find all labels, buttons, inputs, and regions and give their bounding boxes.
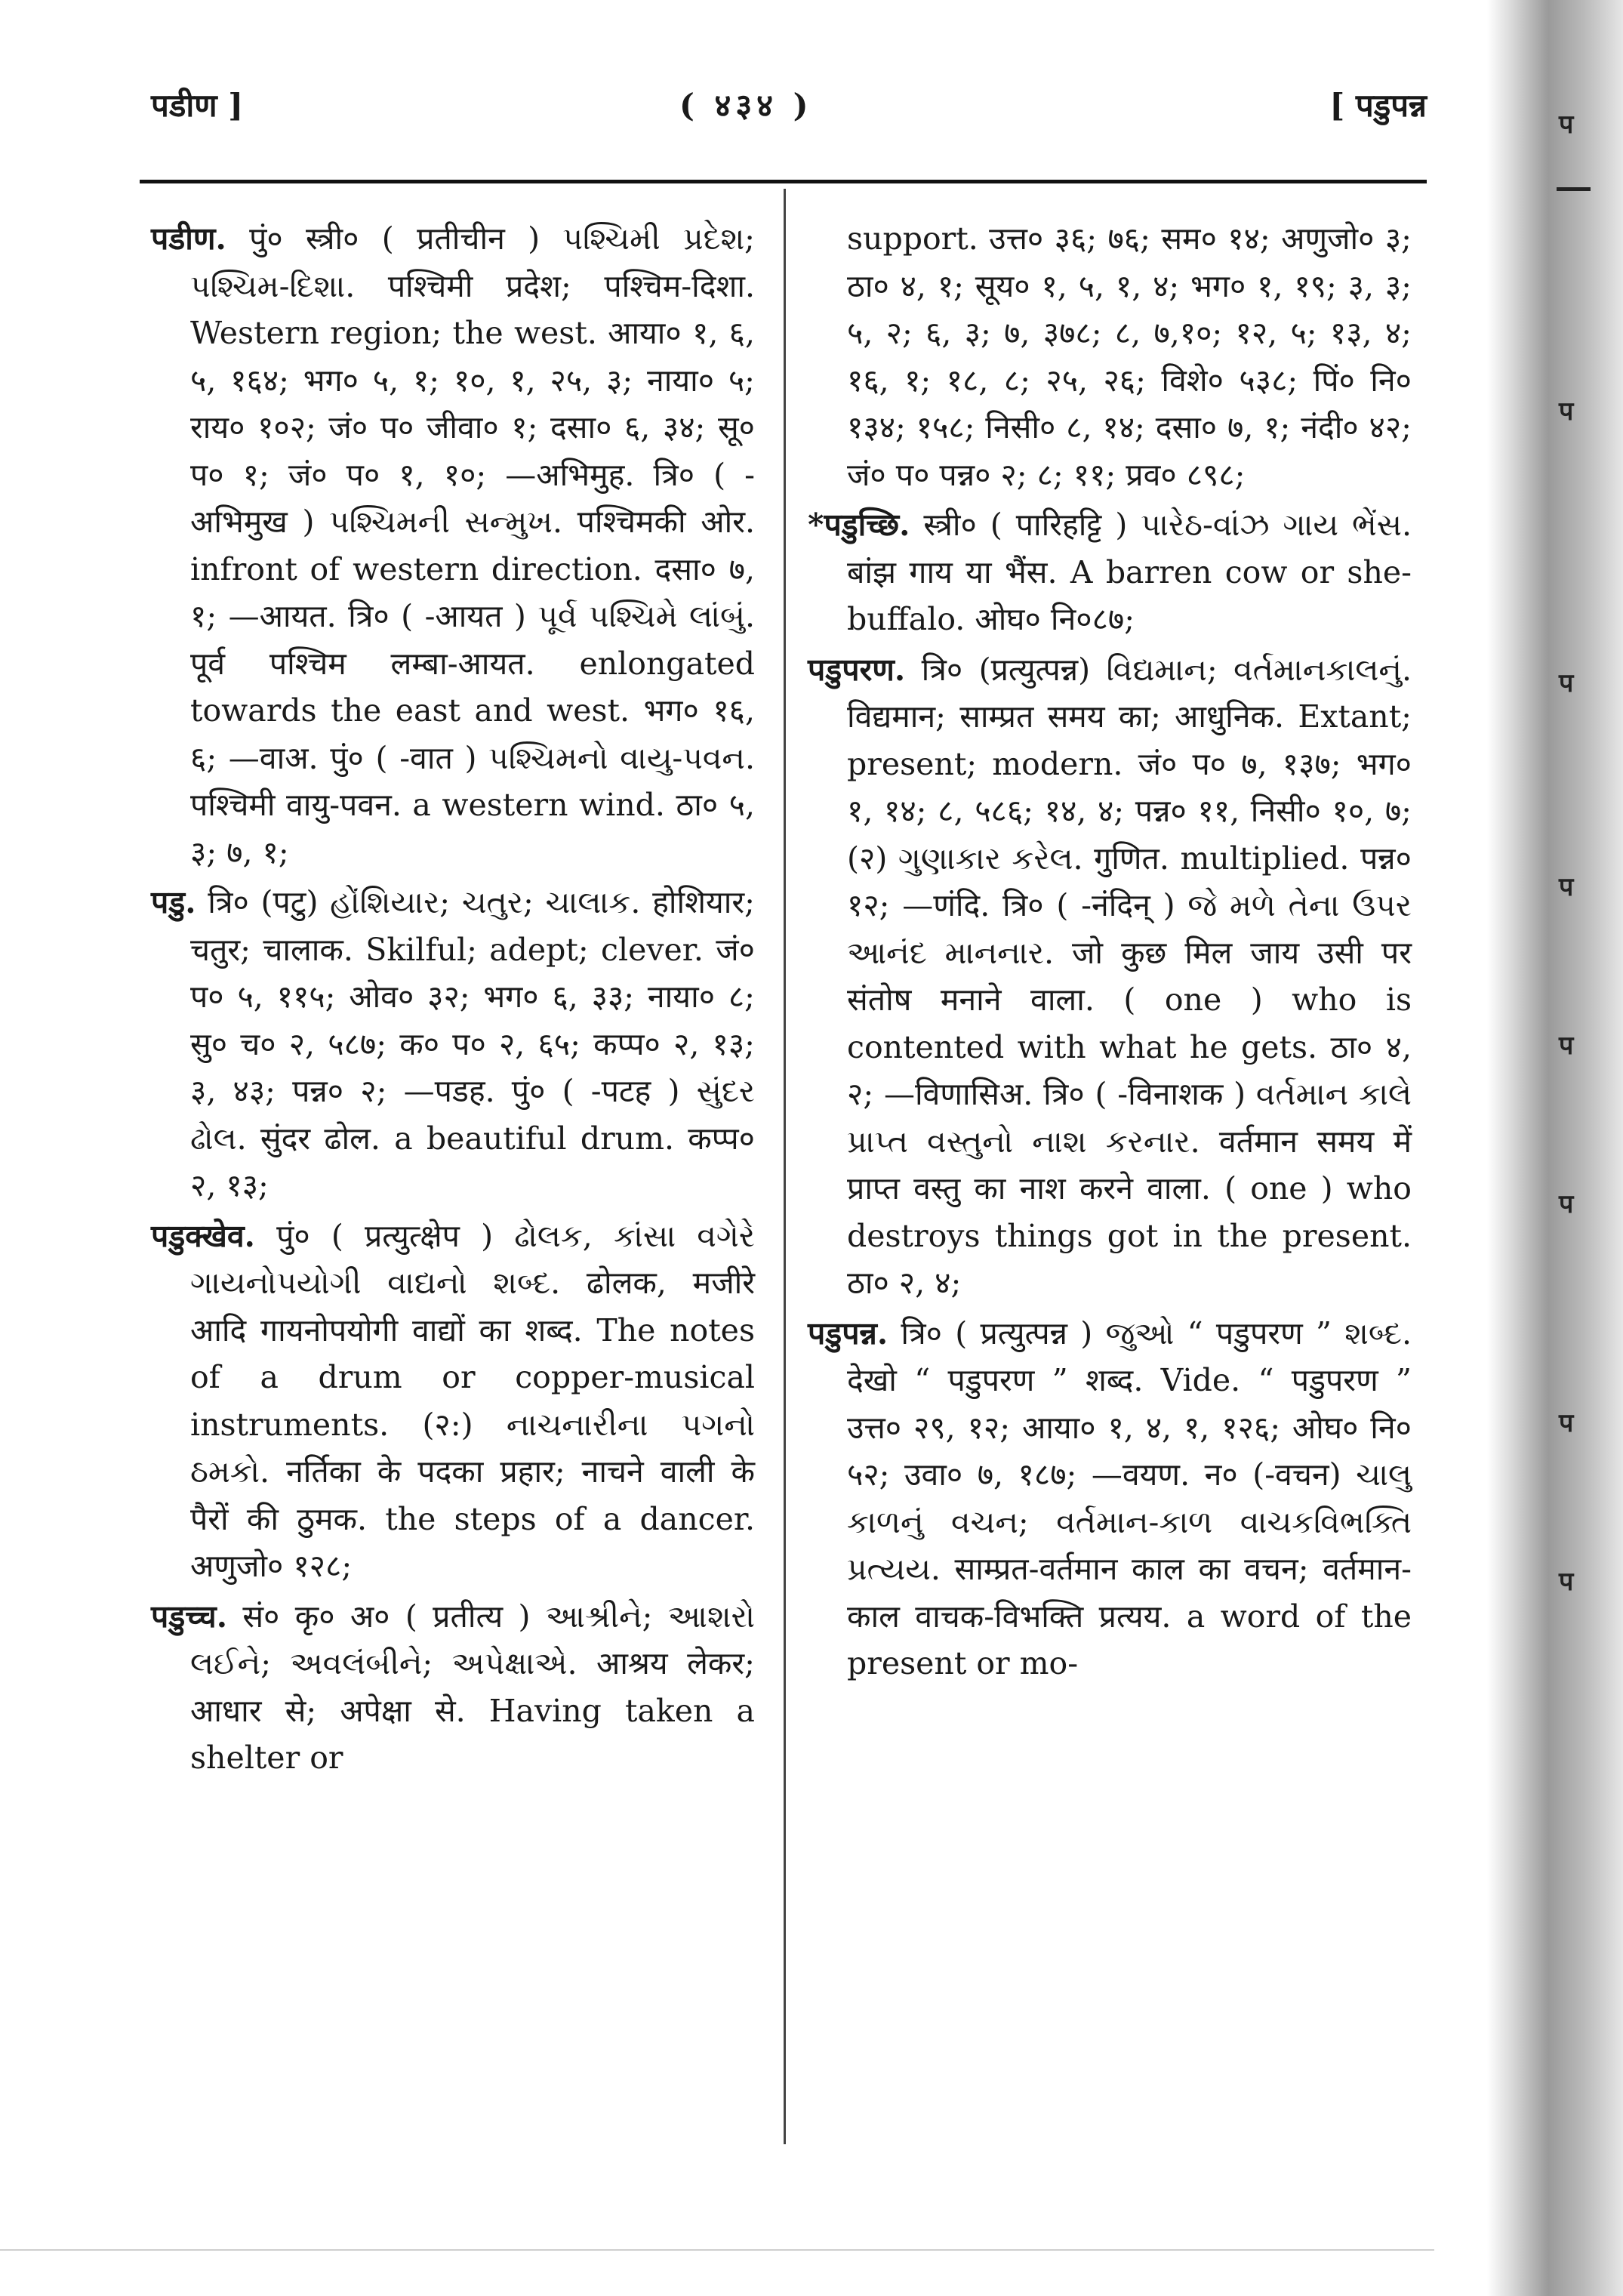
entry-body: त्रि० ( प्रत्युत्पन्न ) જુઓ “ पडुपरण ” શબ્દ. देखो “ पडुपरण ” शब्द. Vide. “ पडुपरण ” उत्त० २९, १२; आया० १, ४, १, १२६; ओघ० नि० ५२; उवा० ७, १८७; —वयण. न० (-वचन) ચાલુ કાળનું વચન; વર્તમાન-કાળ વાચકવિભક્તિ પ્રત્યય. साम्प्रत-वर्तमान काल का वचन; वर्तमान-काल वाचक-विभक्ति प्रत्यय. a word of the present or mo-	[847, 1314, 1412, 1681]
header-rule	[140, 180, 1427, 183]
entry-headword: पडुपन्न.	[808, 1314, 888, 1351]
right-column	[808, 215, 1412, 1690]
edge-mark: प	[1559, 1189, 1574, 1219]
left-column	[151, 215, 755, 1785]
entry-body: त्रि० (पटु) હોંશિયાર; ચતુર; ચાલાક. होशियार; चतुर; चालाक. Skilful; adept; clever. जं० प० ५, ११५; ओव० ३२; भग० ६, ३३; नाया० ८; सु० च० २, ५८७; क० प० २, ६५; कप्प० २, १३; ३, ४३; पन्न० २; —पडह. पुं० ( -पटह ) સુંદર ઢોલ. सुंदर ढोल. a beautiful drum. कप्प० २, १३;	[190, 884, 755, 1203]
entry-body: support. उत्त० ३६; ७६; सम० १४; अणुजो० ३; ठा० ४, १; सूय० १, ५, १, ४; भग० १, १९; ३, ३; ५, २; ६, ३; ७, ३७८; ८, ७,१०; १२, ५; १३, ४; १६, १; १८, ८; २५, २६; विशे० ५३८; पिं० नि० १३४; १५८; निसी० ८, १४; दसा० ७, १; नंदी० ४२; जं० प० पन्न० २; ८; ११; प्रव० ८९८;	[847, 220, 1412, 493]
dictionary-entry	[808, 646, 1412, 1307]
edge-mark: प	[1559, 109, 1574, 140]
entry-headword: पडुच्च.	[151, 1598, 227, 1635]
dictionary-entry	[808, 1310, 1412, 1687]
edge-thumb-index	[1559, 0, 1604, 2296]
dictionary-entry	[151, 879, 755, 1210]
dictionary-entry-continuation	[808, 215, 1412, 498]
entry-body: पुं० ( प्रत्युत्क्षेप ) ઢોલક, કાંસા વગેરે ગાયનોપયોગી વાદ્યનો શબ્દ. ढोलक, मजीरे आदि गायनोपयोगी वाद्यों का शब्द. The notes of a drum or copper-musical instruments. (२:) નાચનારીના પગનો ઠમકો. नर्तिका के पदका प्रहार; नाचने वाली के पैरों की ठुमक. the steps of a dancer. अणुजो० १२८;	[190, 1217, 755, 1584]
dictionary-entry	[151, 1593, 755, 1782]
column-divider	[784, 189, 786, 2144]
entry-body: त्रि० (प्रत्युत्पन्न) વિદ્યમાન; વર્તમાનકાલનું. विद्यमान; साम्प्रत समय का; आधुनिक. Extant; present; modern. जं० प० ७, १३७; भग० १, १४; ८, ५८६; १४, ४; पन्न० ११, निसी० १०, ७; (२) ગુણાકાર કરેલ. गुणित. multiplied. पन्न० १२; —णंदि. त्रि० ( -नंदिन् ) જે મળે તેના ઉપર આનંદ માનનાર. जो कुछ मिल जाय उसी पर संतोष मनाने वाला. ( one ) who is contented with what he gets. ठा० ४, २; —विणासिअ. त्रि० ( -विनाशक ) વર્તમાન કાલે પ્રાપ્ત વસ્તુનો નાશ કરનાર. वर्तमान समय में प्राप्त वस्तु का नाश करने वाला. ( one ) who destroys things got in the present. ठा० २, ४;	[847, 651, 1412, 1301]
edge-mark: प	[1559, 872, 1574, 902]
edge-mark: प	[1559, 1031, 1574, 1061]
edge-rule	[1557, 187, 1591, 191]
dictionary-entry	[151, 1213, 755, 1590]
entry-headword: पडीण.	[151, 220, 226, 257]
page-number: ( ४३४ )	[679, 87, 813, 124]
dictionary-entry	[151, 215, 755, 876]
edge-mark: प	[1559, 1567, 1574, 1597]
page-edge-shadow	[1487, 0, 1623, 2296]
edge-mark: प	[1559, 668, 1574, 698]
dictionary-entry	[808, 501, 1412, 643]
edge-mark: प	[1559, 396, 1574, 427]
entry-body: सं० कृ० अ० ( प्रतीत्य ) આશ્રીને; આશરો લઈને; અવલંબીને; અપેક્ષાએ. आश्रय लेकर; आधार से; अपेक्षा से. Having taken a shelter or	[190, 1598, 755, 1776]
entry-headword: पडुपरण.	[808, 651, 906, 688]
edge-mark: प	[1559, 1408, 1574, 1438]
entry-headword: पडु.	[151, 884, 196, 920]
entry-body: पुं० स्त्री० ( प्रतीचीन ) પશ્ચિમી પ્રદેશ; પશ્ચિમ-દિશા. पश्चिमी प्रदेश; पश्चिम-दिशा. Western region; the west. आया० १, ६, ५, १६४; भग० ५, १; १०, १, २५, ३; नाया० ५; राय० १०२; जं० प० जीवा० १; दसा० ६, ३४; सू० प० १; जं० प० १, १०; —अभिमुह. त्रि० ( -अभिमुख ) પશ્ચિમની સન્મુખ. पश्चिमकी ओर. infront of western direction. दसा० ७, १; —आयत. त्रि० ( -आयत ) પૂર્વ પશ્ચિમે લાંબું. पूर्व पश्चिम लम्बा-आयत. enlongated towards the east and west. भग० १६, ६; —वाअ. पुं० ( -वात ) પશ્ચિમનો વાયુ-પવન. पश्चिमी वायु-पवन. a western wind. ठा० ५, ३; ७, १;	[190, 220, 755, 871]
header-right-guideword: [ पडुपन्न	[1329, 87, 1427, 124]
header-left-guideword: पडीण ]	[151, 87, 244, 124]
running-header	[151, 83, 1427, 136]
entry-headword: *पडुच्छि.	[808, 507, 910, 543]
entry-headword: पडुक्खेव.	[151, 1217, 255, 1254]
scan-bottom-line	[0, 2249, 1434, 2251]
entry-body: स्त्री० ( पारिहट्टि ) પારેઠ-વાંઝ ગાય ભેંસ. बांझ गाय या भैंस. A barren cow or she-buffalo. ओघ० नि०८७;	[847, 507, 1412, 637]
